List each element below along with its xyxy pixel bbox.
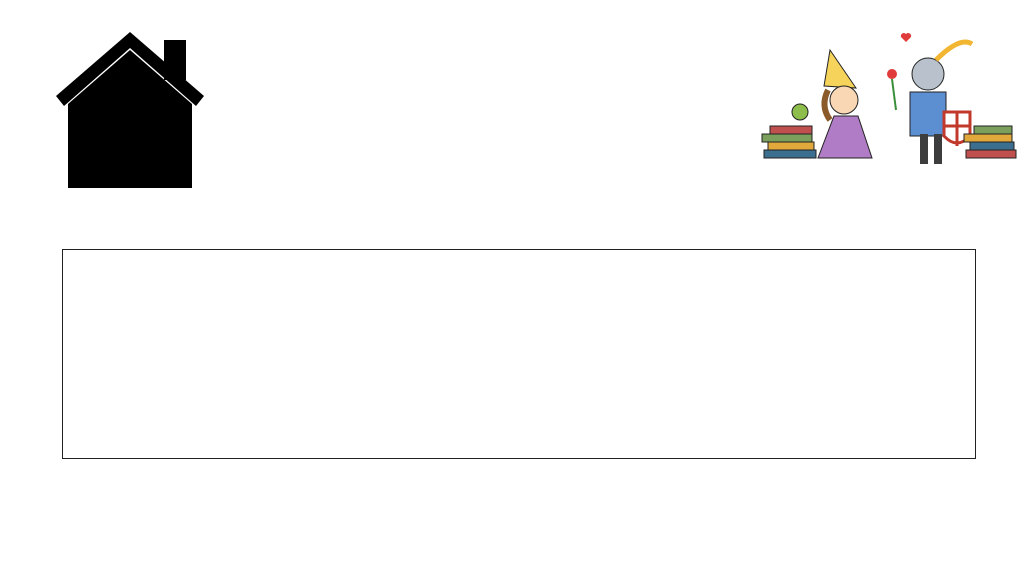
top-accent-bar xyxy=(36,13,1024,23)
house-icon xyxy=(52,30,208,190)
header-accent-bar xyxy=(210,178,1024,188)
sant-jordi-illustration xyxy=(760,30,1020,172)
results-table xyxy=(62,249,976,459)
